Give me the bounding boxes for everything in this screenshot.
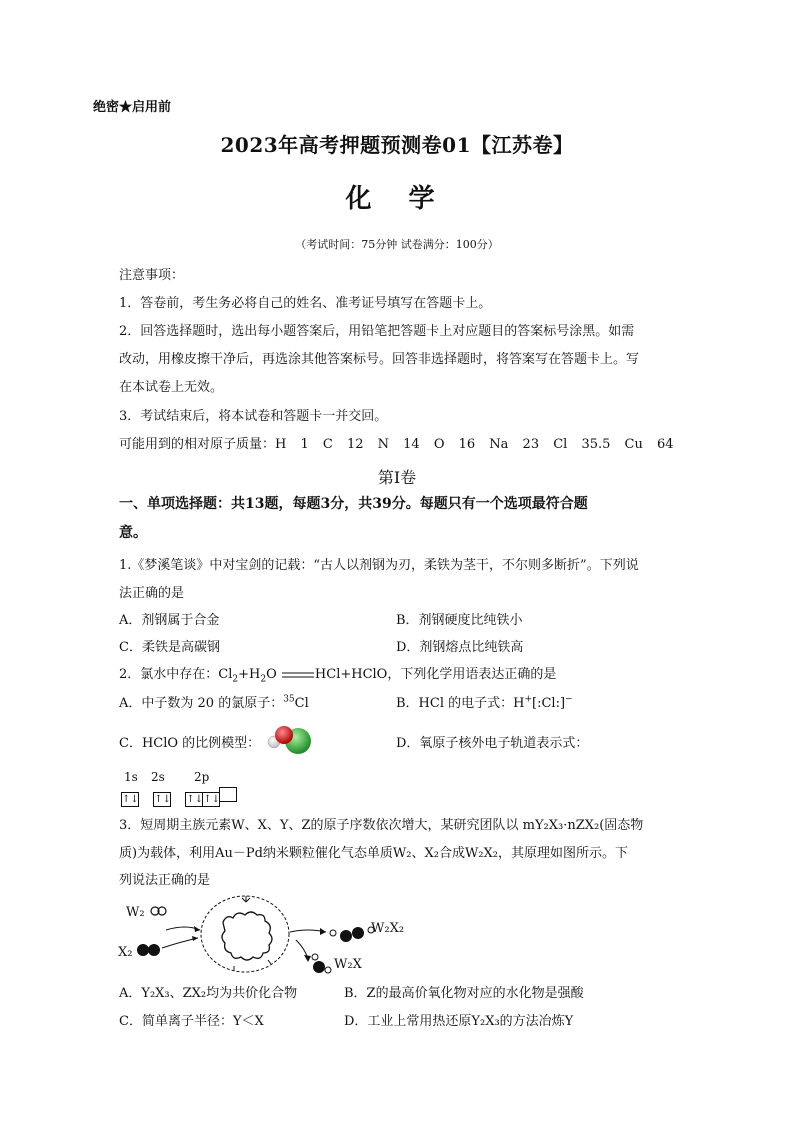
diagram-label-x2: X₂ [118, 945, 133, 960]
equilibrium-arrow-icon [281, 670, 315, 680]
atomic-masses-label: 可能用到的相对原子质量： [119, 437, 276, 452]
note-item-3: 3．考试结束后，将本试卷和答题卡一并交回。 [119, 409, 388, 424]
q2-option-b: B．HCl 的电子式：H+[:Cl:]− [396, 694, 573, 711]
q1-stem: 1.《梦溪笔谈》中对宝剑的记载：“古人以剂钢为刃，柔铁为茎干，不尔则多断折”。下列说 [119, 558, 639, 573]
q2-option-a-mass: 35 [283, 694, 295, 705]
q1-option-b: B．剂钢硬度比纯铁小 [396, 613, 523, 628]
orbital-box-2s: ↑↓ [154, 794, 171, 805]
diagram-label-w2x2: W₂X₂ [371, 921, 405, 936]
note-item-2: 2．回答选择题时，选出每小题答案后，用铅笔把答题卡上对应题目的答案标号涂黑。如需 [119, 324, 635, 339]
orbital-label-2p: 2p [194, 770, 210, 784]
q1-option-a: A．剂钢属于合金 [119, 613, 220, 628]
orbital-box-2p-3 [219, 787, 237, 802]
diagram-label-w2: W₂ [126, 905, 145, 920]
diagram-label-w2x: W₂X [334, 957, 362, 972]
w2x2-molecule-icon [330, 930, 336, 936]
orbital-boxes [121, 787, 237, 807]
note-item-2-cont2: 在本试卷上无效。 [119, 380, 224, 395]
hclo-space-filling-model-icon [265, 720, 315, 758]
exam-info: （考试时间：75分钟 试卷满分：100分） [295, 238, 499, 251]
q2-stem-o: O [266, 667, 277, 682]
q2-option-b-text: B．HCl 的电子式：H [396, 696, 525, 711]
q3-stem-cont2: 列说法正确的是 [119, 873, 211, 888]
atomic-masses-values: H 1 C 12 N 14 O 16 Na 23 Cl 35.5 Cu 64 [275, 437, 674, 452]
q3-stem-cont: 质)为载体，利用Au－Pd纳米颗粒催化气态单质W₂、X₂合成W₂X₂，其原理如图所示。下 [119, 846, 628, 861]
q3-option-c: C．简单离子半径：Y＜X [119, 1014, 264, 1029]
note-item-2-cont: 改动，用橡皮擦干净后，再选涂其他答案标号。回答非选择题时，将答案写在答题卡上。写 [119, 352, 640, 367]
section-heading-cont: 意。 [119, 525, 147, 541]
orbital-box-2p-2: ↑↓ [203, 794, 221, 805]
q2-stem-prefix: 2．氯水中存在：Cl [119, 667, 233, 682]
q2-option-a-text: A．中子数为 20 的氯原子： [119, 696, 284, 711]
q2-option-c: C．HClO 的比例模型： [119, 736, 261, 751]
q2-option-a-symbol: Cl [294, 696, 309, 711]
q2-stem-mid: +H [238, 667, 261, 682]
q2-option-a [119, 692, 309, 711]
orbital-box-1s: ↑↓ [122, 794, 139, 805]
catalyst-boundary [201, 896, 289, 972]
orbital-box-2p-1: ↑↓ [186, 794, 204, 805]
section-title: 第Ⅰ卷 [377, 468, 417, 487]
w2x-molecule-icon [312, 954, 318, 960]
atomic-masses [119, 433, 674, 452]
q2-stem-suffix: ，下列化学用语表达正确的是 [387, 667, 557, 682]
x2-molecule-icon [137, 944, 149, 956]
notes-title: 注意事项： [119, 268, 185, 283]
section-heading: 一、单项选择题：共13题，每题3分，共39分。每题只有一个选项最符合题 [119, 496, 588, 512]
q2-stem: 2．氯水中存在：$Cl_2+H_2O$ HCl+HClO，下列化学用语表达正确的是 [119, 667, 557, 685]
top-secret-label: 绝密★启用前 [93, 100, 172, 115]
q2-stem-products: HCl+HClO [314, 667, 388, 682]
q3-option-d: D．工业上常用热还原Y₂X₃的方法冶炼Y [344, 1014, 574, 1029]
q2-option-d: D．氧原子核外电子轨道表示式： [396, 736, 589, 751]
orbital-label-1s: 1s [124, 770, 138, 784]
q1-stem-cont: 法正确的是 [119, 586, 185, 601]
q3-option-b: B．Z的最高价氧化物对应的水化物是强酸 [344, 986, 584, 1001]
q1-option-d: D．剂钢熔点比纯铁高 [396, 640, 524, 655]
catalyst-ring [222, 912, 272, 960]
q3-stem: 3．短周期主族元素W、X、Y、Z的原子序数依次增大，某研究团队以 mY₂X₃·nZX₂(固态物 [119, 818, 644, 833]
q2-option-b-formula: [:Cl:] [532, 696, 566, 711]
q3-option-a: A．Y₂X₃、ZX₂均为共价化合物 [119, 986, 298, 1001]
orbital-label-2s: 2s [151, 770, 165, 784]
q1-option-c: C．柔铁是高碳钢 [119, 640, 220, 655]
exam-title: 2023年高考押题预测卷01【江苏卷】 [220, 133, 574, 157]
subject-title: 化 学 [345, 184, 449, 214]
note-item-1: 1．答卷前，考生务必将自己的姓名、准考证号填写在答题卡上。 [119, 296, 492, 311]
